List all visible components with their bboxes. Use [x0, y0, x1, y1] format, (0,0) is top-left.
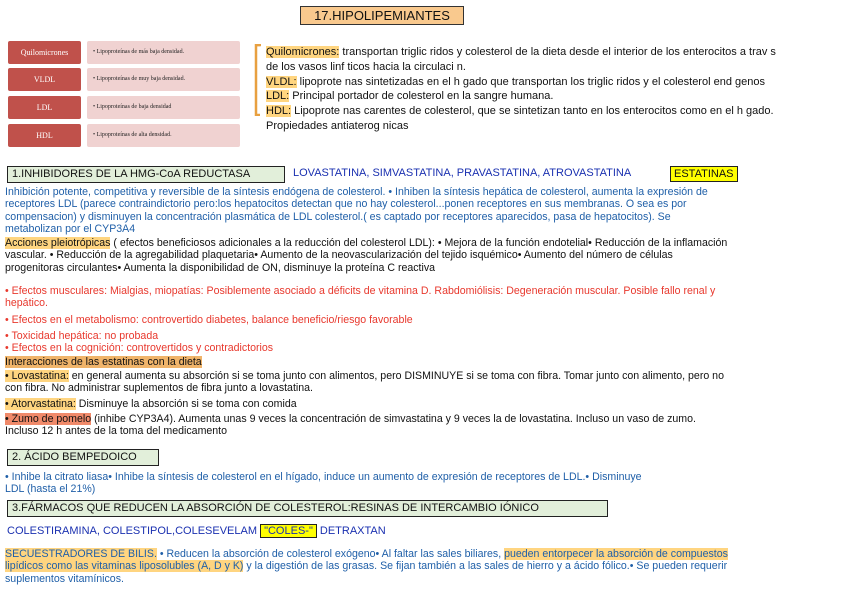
adverse-effect-line: hepático. [5, 297, 48, 310]
section-3-body [5, 548, 843, 585]
def-hdl [266, 104, 844, 119]
section-2-line: LDL (hasta el 21%) [5, 483, 96, 496]
def-text: lipoprote nas sintetizadas en el h gado que transportan los triglic ridos y el colesterol end genos [296, 75, 765, 88]
interaction-term: • Zumo de pomelo [5, 412, 92, 425]
section-2-line: • Inhibe la citrato liasa• Inhibe la síntesis de colesterol en el hígado, induce un aumento de expresión de receptores de LDL.• Disminuye [5, 471, 642, 483]
pleiotropic-line: vascular. • Reducción de la agregabilidad plaquetaria• Aumento de la neovascularización del tejido isquémico• Aumento del número de células [5, 249, 673, 262]
section-3-text: • Reducen la absorción de colesterol exógeno• Al faltar las sales biliares, [156, 548, 505, 560]
interaction-term: • Lovastatina: [5, 370, 69, 382]
lipoprotein-row-quilomicrones [8, 41, 240, 64]
def-term: HDL: [266, 105, 292, 118]
interaction-term: • Atorvastatina: [5, 397, 76, 410]
page-title: 17.HIPOLIPEMIANTES [300, 6, 464, 25]
lipoprotein-desc: • Lipoproteínas de alta densidad. [87, 124, 240, 147]
def-quilomicrones [266, 45, 844, 60]
section-3-highlight: lipídicos como las vitaminas liposolubles (A, D y K) [5, 560, 244, 573]
lipoprotein-name: HDL [8, 124, 81, 147]
pleiotropic-text: ( efectos beneficiosos adicionales a la reducción del colesterol LDL): • Mejora de la función endotelial• Reducción de la inflamación [110, 237, 728, 249]
section-1-mechanism [5, 186, 843, 235]
def-text: Lipoprote nas carentes de colesterol, que se sintetizan tanto en los enterocitos como en el h gado. [291, 105, 774, 118]
section-3-highlight: pueden entorpecer la absorción de compuestos [504, 548, 728, 560]
section-3-line [5, 548, 843, 560]
section-3-drugs: COLESTIRAMINA, COLESTIPOL,COLESEVELAM [7, 525, 258, 537]
def-quilomicrones-cont: de los vasos linf ticos hacia la circulaci n. [266, 60, 466, 73]
interaction-line [5, 398, 843, 410]
lipoprotein-row-vldl [8, 68, 240, 91]
lipoprotein-name: LDL [8, 96, 81, 119]
def-text: Principal portador de colesterol en la sangre humana. [289, 90, 554, 103]
interaction-text: (inhibe CYP3A4). Aumenta unas 9 veces la concentración de simvastatina y 9 veces la de lovastatina. Incluso un vaso de zumo. [91, 412, 696, 425]
section-1-adverse-effects [5, 285, 843, 354]
pleiotropic-term: Acciones pleiotrópicas [5, 237, 111, 249]
mechanism-line: compensacion) y disminuyen la concentración plasmática de LDL colesterol.( es captado por receptores aparecidos, pasa de hepatocitos). Se [5, 210, 671, 223]
interaction-text: Disminuye la absorción si se toma con comida [75, 397, 297, 410]
def-term: Quilomicrones: [266, 46, 340, 58]
def-term: VLDL: [266, 75, 297, 88]
section-1-interactions [5, 370, 843, 437]
adverse-effect-line: • Efectos en la cognición: controvertidos y contradictorios [5, 342, 274, 355]
section-1-tag: ESTATINAS [670, 166, 738, 182]
lipoprotein-row-hdl [8, 124, 240, 147]
bracket-arrow-icon [254, 44, 262, 116]
interaction-line [5, 370, 843, 382]
mechanism-line: metabolizan por el CYP3A4 [5, 222, 136, 235]
def-term: LDL: [266, 90, 290, 103]
pleiotropic-line [5, 237, 843, 249]
def-ldl [266, 89, 844, 104]
section-2-body [5, 471, 843, 496]
adverse-effect-line: • Efectos en el metabolismo: controvertido diabetes, balance beneficio/riesgo favorable [5, 313, 413, 326]
adverse-effect-line: • Efectos musculares: Mialgias, miopatías: Posiblemente asociado a déficits de vitamina D. Rabdomiólisis: Degeneración muscular. Posible fallo renal y [5, 285, 716, 297]
section-3-heading: 3.FÁRMACOS QUE REDUCEN LA ABSORCIÓN DE COLESTEROL:RESINAS DE INTERCAMBIO IÓNICO [7, 500, 608, 517]
section-3-line [5, 560, 843, 572]
def-hdl-cont: Propiedades antiaterog nicas [266, 119, 409, 132]
lipoprotein-desc: • Lipoproteínas de muy baja densidad. [87, 68, 240, 91]
section-1-pleiotropic [5, 237, 843, 274]
def-vldl [266, 75, 844, 90]
section-2-heading: 2. ÁCIDO BEMPEDOICO [7, 449, 159, 466]
lipoprotein-desc: • Lipoproteínas de más baja densidad. [87, 41, 240, 64]
interaction-text: en general aumenta su absorción si se toma junto con alimentos, pero DISMINUYE si se toma con fibra. Tomar junto con alimento, pero no [68, 370, 724, 382]
interaction-line: Incluso 12 h antes de la toma del medicamento [5, 425, 228, 438]
def-text: transportan triglic ridos y colesterol de la dieta desde el interior de los enterocitos a trav s [339, 46, 776, 58]
adverse-effect-line: • Toxicidad hepática: no probada [5, 329, 159, 342]
interactions-heading: Interacciones de las estatinas con la dieta [5, 356, 202, 368]
lipoprotein-desc: • Lipoproteínas de baja densidad [87, 96, 240, 119]
lipoprotein-name: VLDL [8, 68, 81, 91]
pleiotropic-line: progenitoras circulantes• Aumenta la disponibilidad de ON, disminuye la proteína C reactiva [5, 261, 436, 274]
interaction-line [5, 413, 843, 425]
section-3-tag: "COLES-" [260, 524, 317, 538]
lipoprotein-name: Quilomicrones [8, 41, 81, 64]
section-3-term: SECUESTRADORES DE BILIS. [5, 548, 157, 560]
section-3-drugs-after: DETRAXTAN [319, 525, 386, 537]
section-3-drugs-row [7, 524, 386, 539]
mechanism-line: receptores LDL (parece contraindictorio pero:los hepatocitos detectan que no hay colesterol...ponen receptores en sus membranas. O sea es por [5, 198, 687, 211]
interaction-line: con fibra. No administrar suplementos de fibra junto a lovastatina. [5, 382, 313, 395]
section-3-line: suplementos vitamínicos. [5, 572, 124, 585]
section-3-text: y la digestión de las grasas. Se fijan también a las sales de hierro y a ácido fólico.• Se pueden requerir [243, 560, 728, 573]
mechanism-line: Inhibición potente, competitiva y reversible de la síntesis endógena de colesterol. • Inhiben la síntesis hepática de colesterol, aumenta la expresión de [5, 186, 708, 198]
section-1-heading: 1.INHIBIDORES DE LA HMG-CoA REDUCTASA [7, 166, 285, 183]
section-1-drugs: LOVASTATINA, SIMVASTATINA, PRAVASTATINA, ATROVASTATINA [293, 167, 632, 179]
lipoprotein-definitions [266, 45, 844, 134]
lipoprotein-row-ldl [8, 96, 240, 119]
